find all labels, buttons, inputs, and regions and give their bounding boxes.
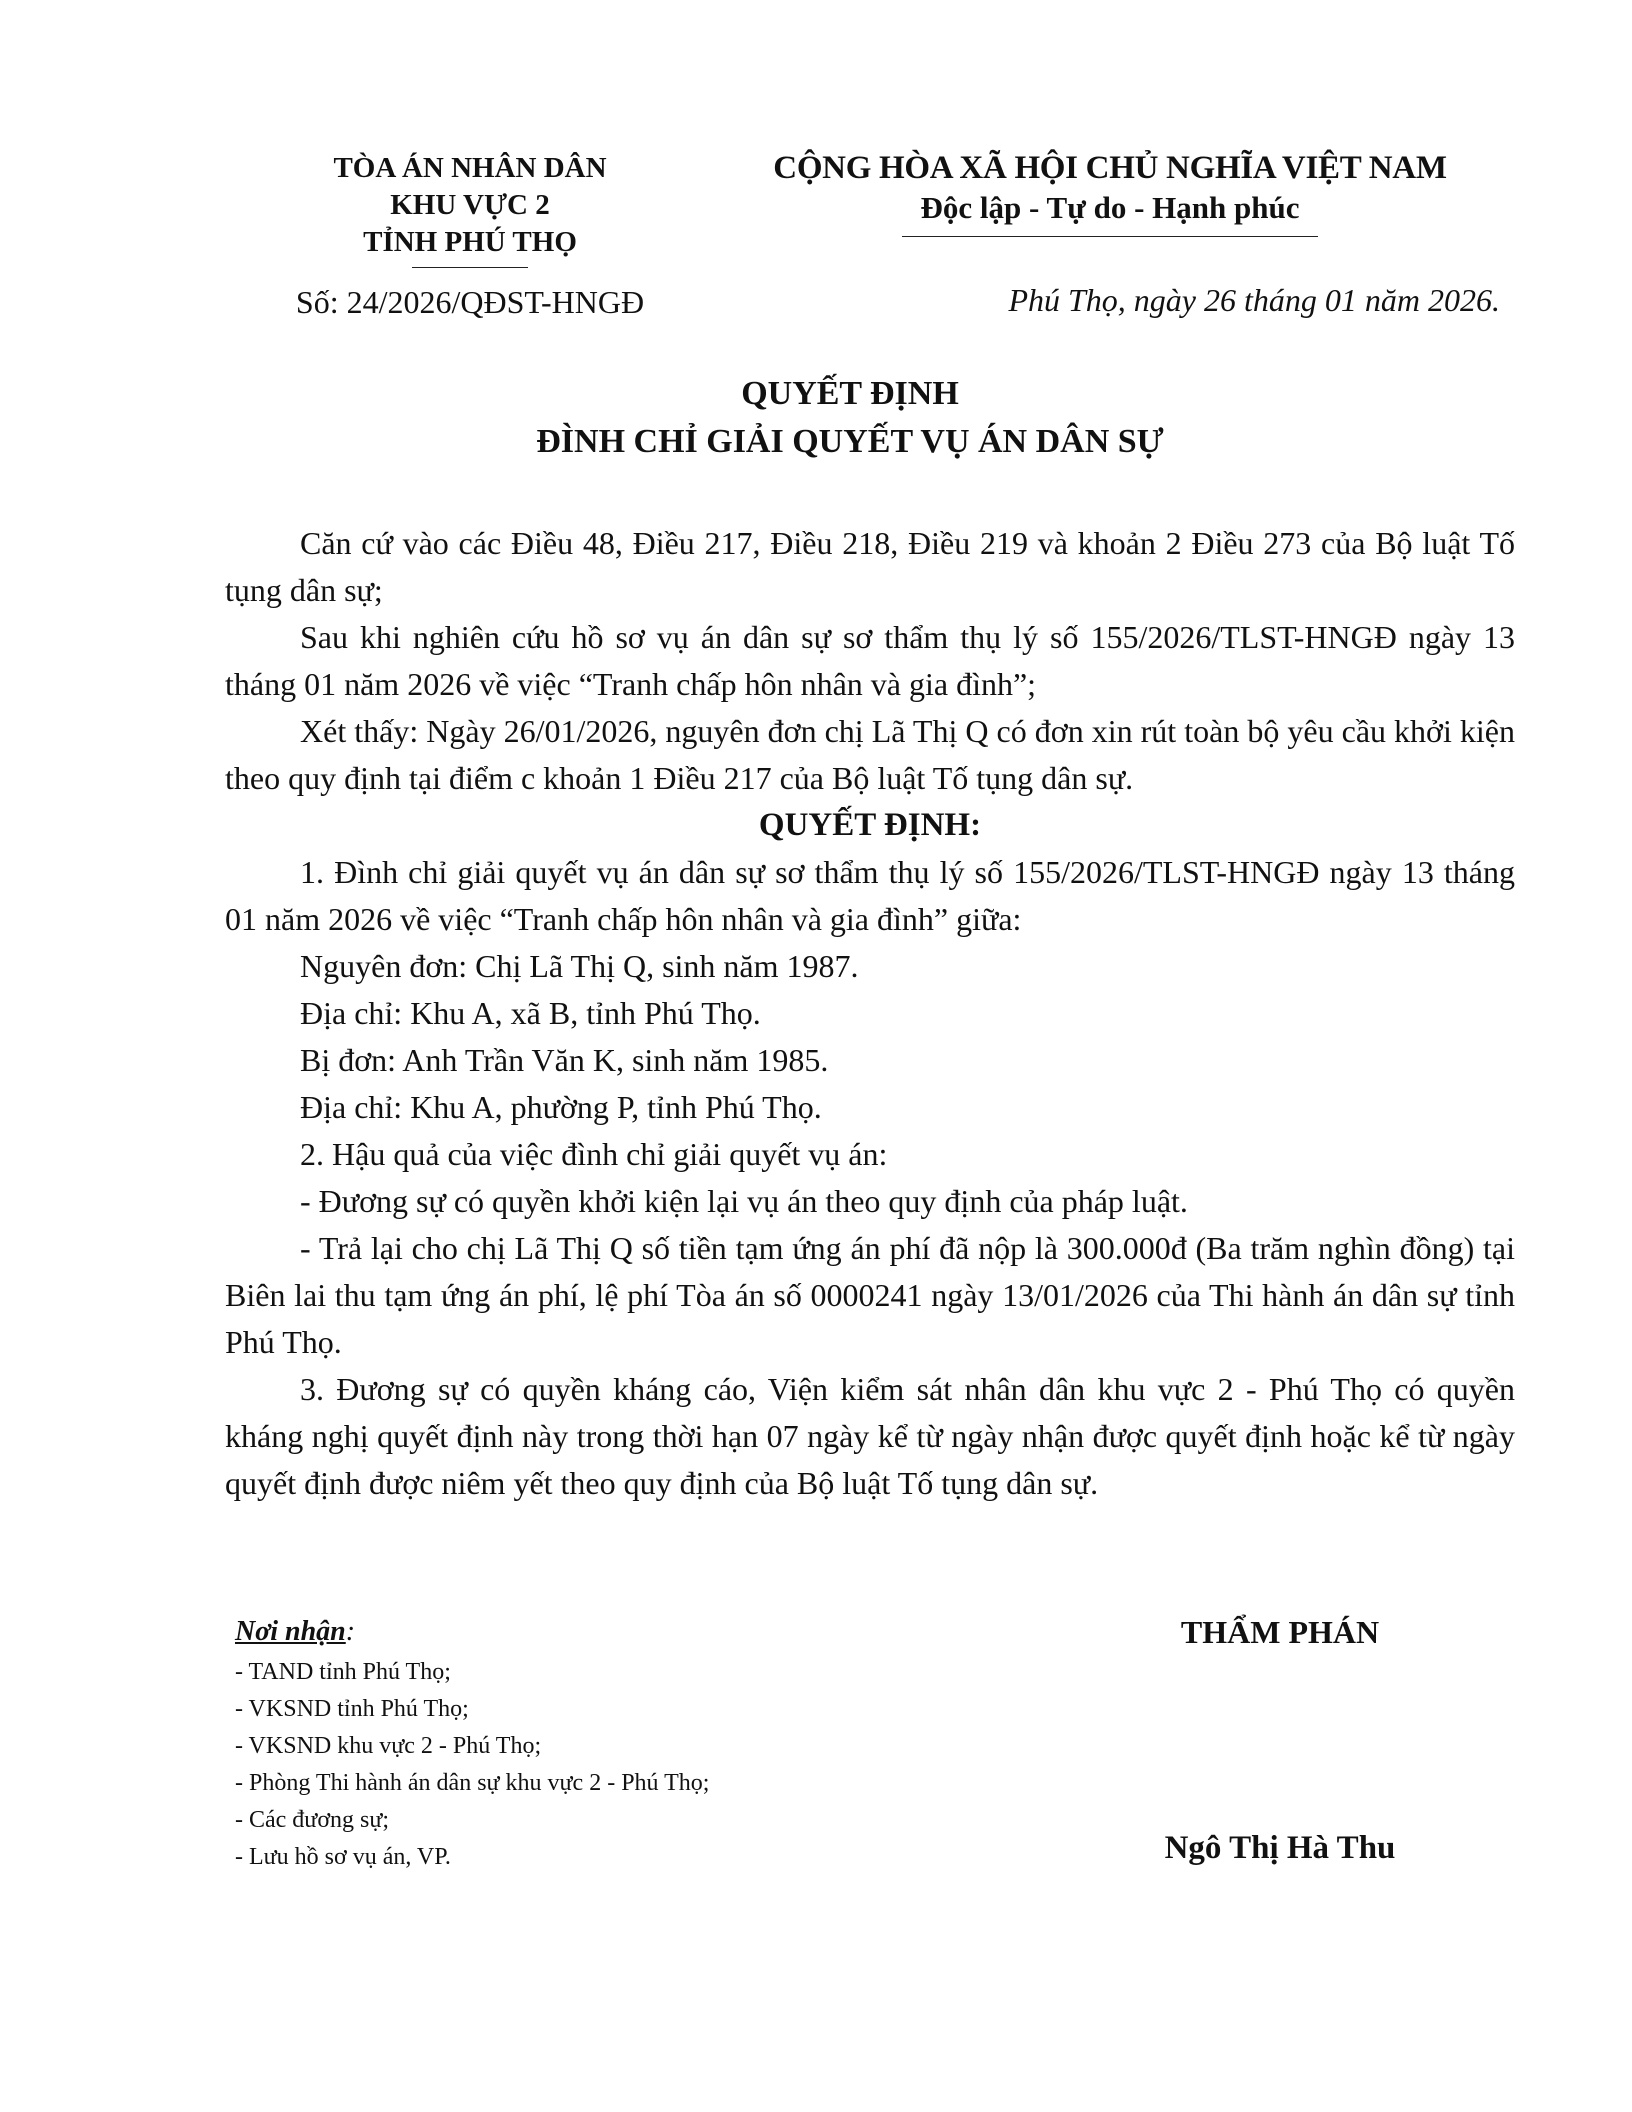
recipient-item: - Các đương sự; bbox=[235, 1807, 390, 1833]
title-line-2: ĐÌNH CHỈ GIẢI QUYẾT VỤ ÁN DÂN SỰ bbox=[536, 423, 1164, 460]
document-title bbox=[200, 370, 1500, 466]
motto-divider bbox=[902, 236, 1318, 237]
nation-name: CỘNG HÒA XÃ HỘI CHỦ NGHĨA VIỆT NAM bbox=[773, 150, 1447, 186]
court-header bbox=[250, 150, 690, 268]
national-header bbox=[720, 148, 1500, 237]
recipients-heading-colon: : bbox=[345, 1616, 356, 1647]
recipient-item: - VKSND tỉnh Phú Thọ; bbox=[235, 1696, 469, 1722]
title-line-1: QUYẾT ĐỊNH bbox=[741, 375, 959, 412]
decision-heading: QUYẾT ĐỊNH: bbox=[758, 807, 982, 843]
recipient-item: - Phòng Thi hành án dân sự khu vực 2 - Phú Thọ; bbox=[235, 1770, 710, 1796]
recipients-heading-row bbox=[235, 1610, 855, 1654]
decision-item-2b: - Trả lại cho chị Lã Thị Q số tiền tạm ứng án phí đã nộp là 300.000đ (Ba trăm nghìn đồng) tại Biên lai thu tạm ứng án phí, lệ phí Tòa án số 0000241 ngày 13/01/2026 của Thi hành án dân sự tỉnh Phú Thọ. bbox=[225, 1230, 1515, 1360]
court-name-line-1: TÒA ÁN NHÂN DÂN bbox=[333, 152, 607, 184]
recipient-item: - VKSND khu vực 2 - Phú Thọ; bbox=[235, 1733, 542, 1759]
recipients-block bbox=[235, 1610, 855, 1876]
considering-paragraph: Xét thấy: Ngày 26/01/2026, nguyên đơn chị Lã Thị Q có đơn xin rút toàn bộ yêu cầu khởi kiện theo quy định tại điểm c khoản 1 Điều 217 của Bộ luật Tố tụng dân sự. bbox=[225, 713, 1515, 796]
recipient-item: - Lưu hồ sơ vụ án, VP. bbox=[235, 1844, 451, 1870]
plaintiff-line: Nguyên đơn: Chị Lã Thị Q, sinh năm 1987. bbox=[300, 948, 859, 984]
defendant-line: Bị đơn: Anh Trần Văn K, sinh năm 1985. bbox=[300, 1042, 829, 1078]
review-paragraph: Sau khi nghiên cứu hồ sơ vụ án dân sự sơ thẩm thụ lý số 155/2026/TLST-HNGĐ ngày 13 tháng 01 năm 2026 về việc “Tranh chấp hôn nhân và gia đình”; bbox=[225, 619, 1515, 702]
national-motto: Độc lập - Tự do - Hạnh phúc bbox=[920, 190, 1300, 225]
signer-name: Ngô Thị Hà Thu bbox=[1164, 1830, 1396, 1866]
document-number: Số: 24/2026/QĐST-HNGĐ bbox=[295, 284, 645, 320]
decision-item-2a: - Đương sự có quyền khởi kiện lại vụ án theo quy định của pháp luật. bbox=[300, 1183, 1188, 1219]
place-and-date: Phú Thọ, ngày 26 tháng 01 năm 2026. bbox=[1008, 282, 1500, 318]
legal-basis-paragraph: Căn cứ vào các Điều 48, Điều 217, Điều 218, Điều 219 và khoản 2 Điều 273 của Bộ luật Tố tụng dân sự; bbox=[225, 525, 1515, 608]
defendant-address-line: Địa chỉ: Khu A, phường P, tỉnh Phú Thọ. bbox=[300, 1089, 822, 1125]
recipient-item: - TAND tỉnh Phú Thọ; bbox=[235, 1659, 451, 1685]
plaintiff-address-line: Địa chỉ: Khu A, xã B, tỉnh Phú Thọ. bbox=[300, 995, 761, 1031]
decision-item-1: 1. Đình chỉ giải quyết vụ án dân sự sơ thẩm thụ lý số 155/2026/TLST-HNGĐ ngày 13 tháng 01 năm 2026 về việc “Tranh chấp hôn nhân và gia đình” giữa: bbox=[225, 854, 1515, 937]
document-body bbox=[225, 520, 1515, 1507]
court-name-line-2: KHU VỰC 2 bbox=[390, 189, 550, 221]
court-name-line-3: TỈNH PHÚ THỌ bbox=[363, 226, 577, 258]
decision-item-3: 3. Đương sự có quyền kháng cáo, Viện kiểm sát nhân dân khu vực 2 - Phú Thọ có quyền kháng nghị quyết định này trong thời hạn 07 ngày kể từ ngày nhận được quyết định hoặc kể từ ngày quyết định được niêm yết theo quy định của Bộ luật Tố tụng dân sự. bbox=[225, 1371, 1515, 1501]
signer-role: THẨM PHÁN bbox=[1180, 1614, 1380, 1650]
court-header-divider bbox=[412, 267, 528, 268]
decision-item-2: 2. Hậu quả của việc đình chỉ giải quyết vụ án: bbox=[300, 1136, 888, 1172]
recipients-heading: Nơi nhận bbox=[235, 1616, 346, 1647]
signature-block bbox=[1080, 1610, 1480, 1867]
